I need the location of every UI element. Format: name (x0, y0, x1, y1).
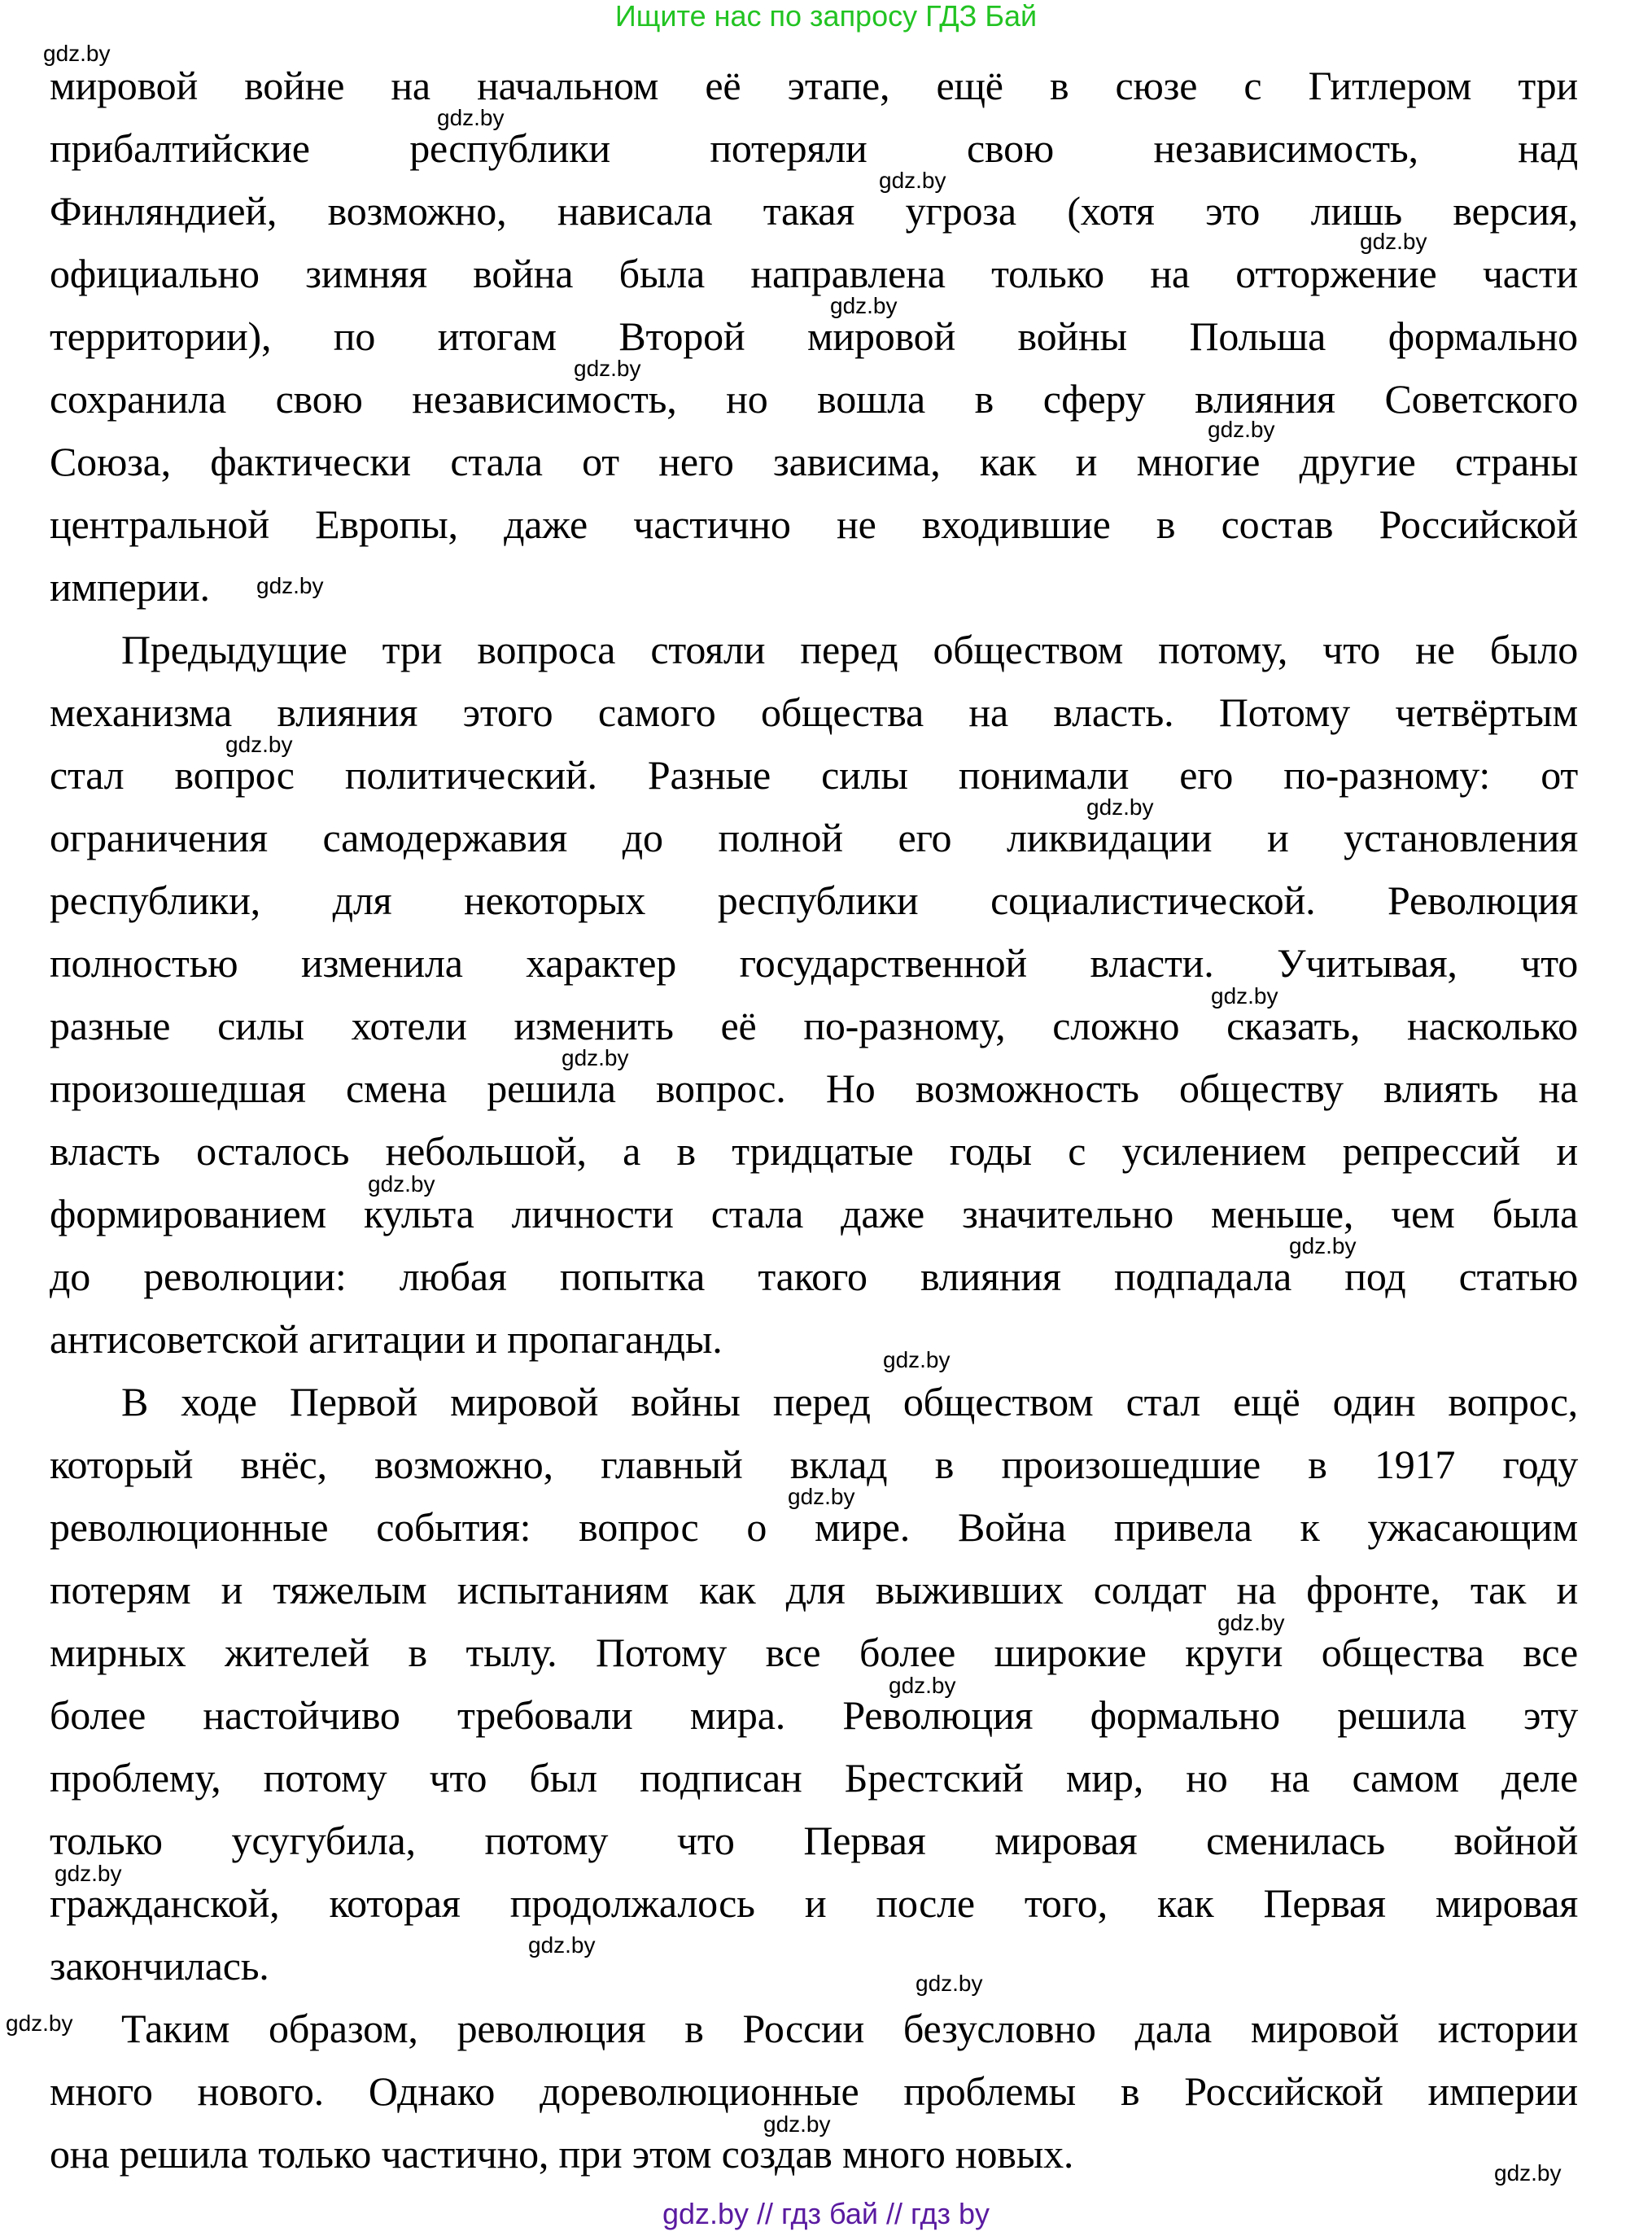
text-line: много нового. Однако дореволюционные проблемы в Российской империи (50, 2068, 1578, 2114)
text-line: ограничения самодержавия до полной его ликвидации и установления (50, 815, 1578, 860)
watermark-label: gdz.by (889, 1673, 956, 1698)
text-line: потерям и тяжелым испытаниям как для выживших солдат на фронте, так и (50, 1567, 1578, 1612)
watermark-label: gdz.by (6, 2011, 73, 2036)
text-line: до революции: любая попытка такого влияния подпадала под статью (50, 1254, 1578, 1299)
text-line: который внёс, возможно, главный вклад в произошедшие в 1917 году (50, 1442, 1578, 1487)
watermark-label: gdz.by (55, 1861, 122, 1886)
text-line: механизма влияния этого самого общества на власть. Потому четвёртым (50, 689, 1578, 735)
watermark-label: gdz.by (879, 168, 946, 193)
text-line: антисоветской агитации и пропаганды. (50, 1316, 723, 1362)
text-line: Союза, фактически стала от него зависима, как и многие другие страны (50, 439, 1578, 484)
text-line: Финляндией, возможно, нависала такая угроза (хотя это лишь версия, (50, 188, 1578, 234)
watermark-label: gdz.by (763, 2111, 831, 2137)
text-line: она решила только частично, при этом создав много новых. (50, 2131, 1074, 2177)
watermark-label: gdz.by (883, 1347, 951, 1372)
watermark-label: gdz.by (1217, 1610, 1285, 1635)
text-line: власть осталось небольшой, а в тридцатые годы с усилением репрессий и (50, 1128, 1578, 1174)
watermark-label: gdz.by (528, 1932, 596, 1958)
text-line: полностью изменила характер государственной власти. Учитывая, что (50, 940, 1578, 986)
text-line: формированием культа личности стала даже значительно меньше, чем была (50, 1191, 1578, 1236)
text-line: Предыдущие три вопроса стояли перед обществом потому, что не было (121, 627, 1578, 672)
text-line: официально зимняя война была направлена только на отторжение части (50, 251, 1578, 296)
watermark-label: gdz.by (1211, 983, 1278, 1009)
text-line: только усугубила, потому что Первая мировая сменилась войной (50, 1818, 1578, 1863)
text-line: произошедшая смена решила вопрос. Но возможность обществу влиять на (50, 1065, 1578, 1111)
watermark-label: gdz.by (1208, 417, 1275, 442)
watermark-label: gdz.by (1086, 794, 1154, 820)
watermark-label: gdz.by (562, 1045, 629, 1070)
text-line: В ходе Первой мировой войны перед обществом стал ещё один вопрос, (121, 1379, 1578, 1424)
watermark-label: gdz.by (43, 41, 111, 66)
text-line: революционные события: вопрос о мире. Война привела к ужасающим (50, 1504, 1578, 1550)
text-line: центральной Европы, даже частично не входившие в состав Российской (50, 501, 1578, 547)
text-line: Таким образом, революция в России безусловно дала мировой истории (121, 2006, 1578, 2051)
watermark-label: gdz.by (1289, 1233, 1357, 1258)
text-line: прибалтийские республики потеряли свою независимость, над (50, 125, 1578, 171)
search-hint-banner: Ищите нас по запросу ГДЗ Бай (614, 0, 1038, 33)
text-line: проблему, потому что был подписан Брестский мир, но на самом деле (50, 1755, 1578, 1801)
watermark-label: gdz.by (368, 1171, 435, 1197)
text-line: стал вопрос политический. Разные силы понимали его по-разному: от (50, 752, 1578, 798)
text-line: закончилась. (50, 1943, 269, 1989)
watermark-label: gdz.by (225, 732, 293, 757)
text-line: империи. (50, 564, 210, 610)
footer-links[interactable]: gdz.by // гдз бай // гдз by (662, 2197, 990, 2230)
watermark-label: gdz.by (574, 356, 641, 381)
watermark-label: gdz.by (1494, 2160, 1562, 2186)
text-line: мировой войне на начальном её этапе, ещё в сюзе с Гитлером три (50, 63, 1578, 108)
text-line: мирных жителей в тылу. Потому все более широкие круги общества все (50, 1630, 1578, 1675)
text-line: республики, для некоторых республики социалистической. Революция (50, 877, 1578, 923)
watermark-label: gdz.by (916, 1971, 983, 1996)
text-line: более настойчиво требовали мира. Революция формально решила эту (50, 1692, 1578, 1738)
text-line: разные силы хотели изменить её по-разному, сложно сказать, насколько (50, 1003, 1578, 1048)
watermark-label: gdz.by (788, 1484, 855, 1509)
watermark-label: gdz.by (1360, 229, 1427, 254)
watermark-label: gdz.by (256, 573, 324, 598)
text-line: гражданской, которая продолжалось и после того, как Первая мировая (50, 1880, 1578, 1926)
watermark-label: gdz.by (830, 293, 898, 318)
text-line: территории), по итогам Второй мировой войны Польша формально (50, 313, 1578, 359)
watermark-label: gdz.by (437, 105, 505, 130)
text-line: сохранила свою независимость, но вошла в сферу влияния Советского (50, 376, 1578, 422)
